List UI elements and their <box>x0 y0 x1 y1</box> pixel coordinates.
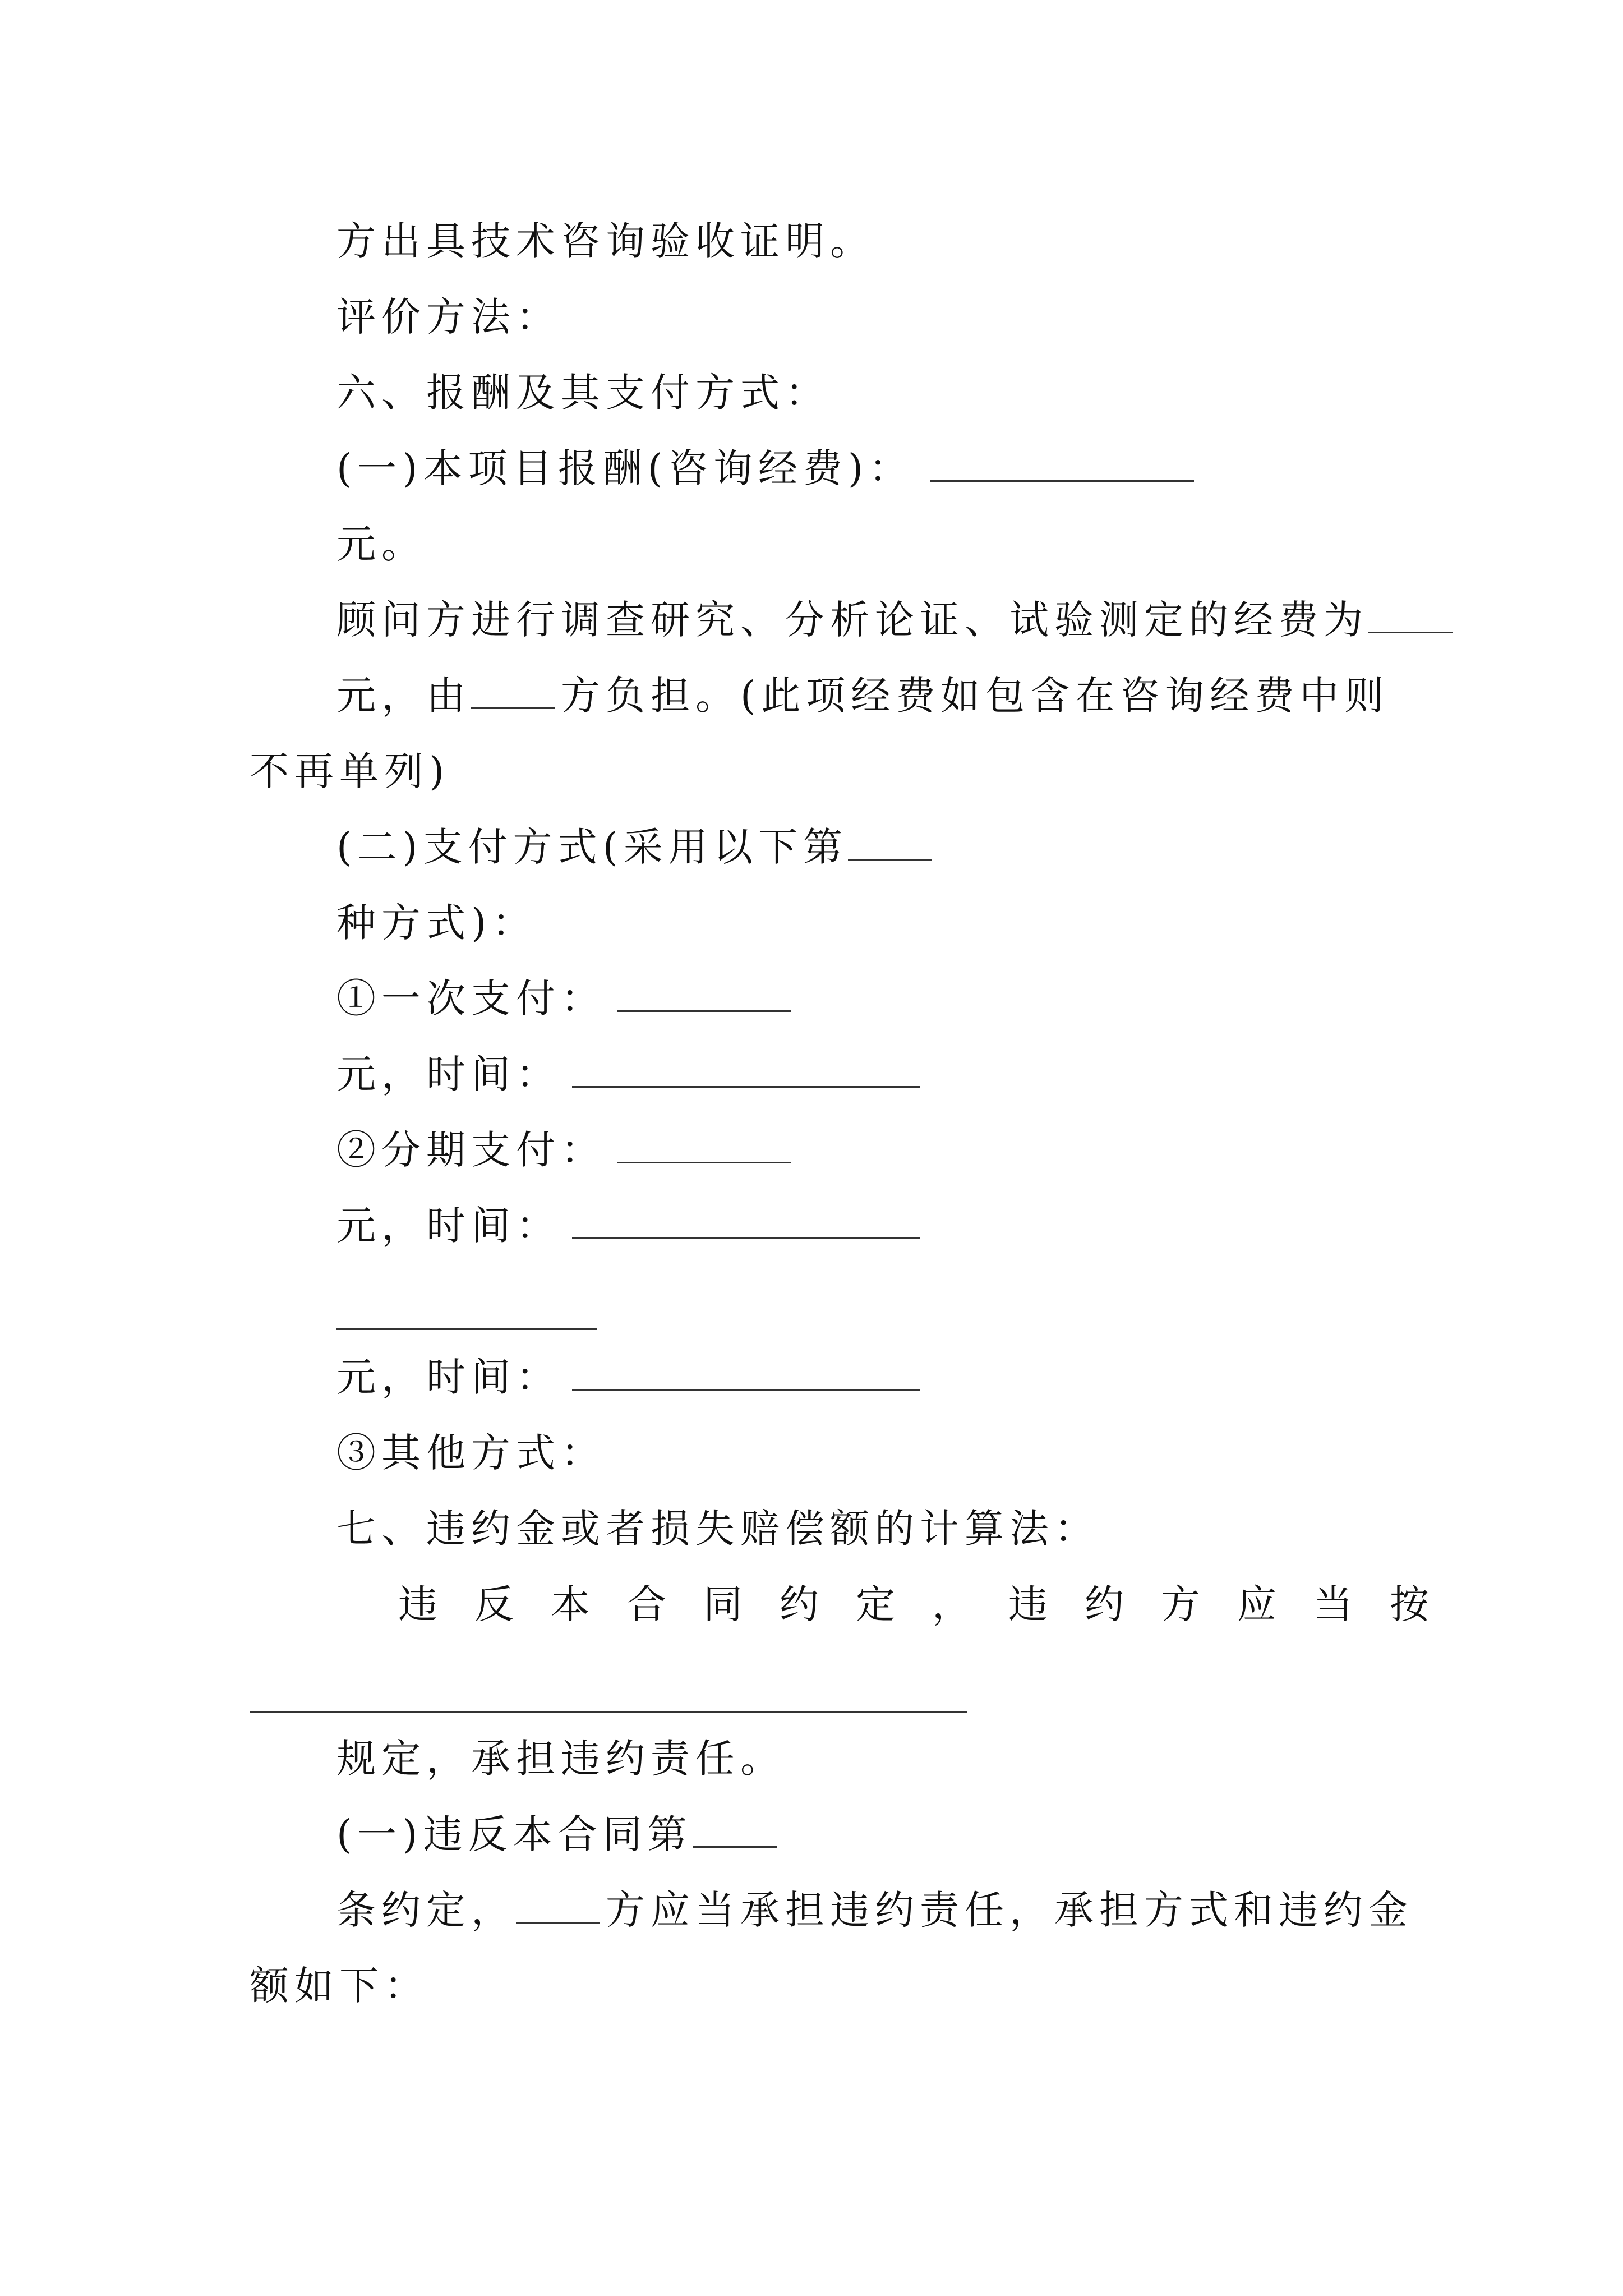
line-text: ②分期支付： <box>336 1127 606 1173</box>
fill-in-blank[interactable] <box>572 1198 920 1239</box>
justified-text-line <box>398 1576 1466 1632</box>
fill-in-blank[interactable] <box>617 971 791 1012</box>
text-line <box>336 668 1389 724</box>
text-line <box>336 1349 920 1405</box>
line-text: 评价方法： <box>336 294 561 340</box>
fill-in-blank[interactable] <box>848 820 932 861</box>
line-text: 条约定， <box>336 1887 516 1933</box>
text-line <box>336 895 537 951</box>
fill-in-blank[interactable] <box>1368 592 1453 633</box>
section-heading <box>336 1501 1099 1557</box>
line-text: 六、报酬及其支付方式： <box>336 370 830 416</box>
line-text: 违反本合同约定， <box>398 1581 1008 1627</box>
fill-in-blank[interactable] <box>336 1328 597 1330</box>
line-text: 方出具技术咨询验收证明。 <box>336 218 875 264</box>
text-line <box>336 1806 777 1862</box>
fill-in-blank[interactable] <box>617 1122 791 1163</box>
text-line <box>336 592 1453 648</box>
text-line <box>250 743 450 799</box>
text-line <box>336 516 426 572</box>
fill-in-blank[interactable] <box>930 441 1194 482</box>
line-text: 种方式)： <box>336 900 537 946</box>
text-line <box>336 1731 785 1787</box>
section-heading <box>336 365 830 421</box>
line-text: (一)本项目报酬(咨询经费)： <box>336 445 914 491</box>
line-text: 额如下： <box>250 1963 429 2009</box>
text-line <box>336 289 561 345</box>
fill-in-blank[interactable] <box>250 1711 967 1713</box>
line-text: 规定，承担违约责任。 <box>336 1736 785 1782</box>
line-text: (二)支付方式(采用以下第 <box>336 824 848 870</box>
text-line <box>336 440 1194 496</box>
text-line <box>336 213 875 269</box>
line-text: 七、违约金或者损失赔偿额的计算法： <box>336 1506 1099 1552</box>
line-text: 违约方应当按 <box>1008 1581 1466 1627</box>
line-text: 元，时间： <box>336 1354 561 1400</box>
line-text: 元，时间： <box>336 1203 561 1249</box>
text-line <box>336 1122 791 1178</box>
fill-in-blank[interactable] <box>516 1883 600 1924</box>
line-text: 顾问方进行调查研究、分析论证、试验测定的经费为 <box>336 597 1368 643</box>
text-line <box>336 819 932 875</box>
text-line <box>336 1198 920 1254</box>
line-text: 元。 <box>336 521 426 567</box>
line-text: 方负担。(此项经费如包含在咨询经费中则 <box>561 673 1390 719</box>
fill-in-blank[interactable] <box>471 668 555 709</box>
line-text: (一)违反本合同第 <box>336 1811 693 1857</box>
line-text: 方应当承担违约责任，承担方式和违约金 <box>606 1887 1413 1933</box>
text-line <box>336 1882 1413 1938</box>
fill-in-blank[interactable] <box>572 1350 920 1391</box>
line-text: 元，由 <box>336 673 471 719</box>
text-line <box>336 1046 920 1102</box>
text-line <box>336 970 791 1027</box>
fill-in-blank[interactable] <box>572 1047 920 1088</box>
line-text: 元，时间： <box>336 1051 561 1097</box>
line-text: 不再单列) <box>250 748 450 794</box>
fill-in-blank[interactable] <box>693 1807 777 1848</box>
text-line <box>336 1425 606 1481</box>
text-line <box>250 1958 429 2014</box>
line-text: ③其他方式： <box>336 1430 606 1476</box>
line-text: ①一次支付： <box>336 976 606 1022</box>
